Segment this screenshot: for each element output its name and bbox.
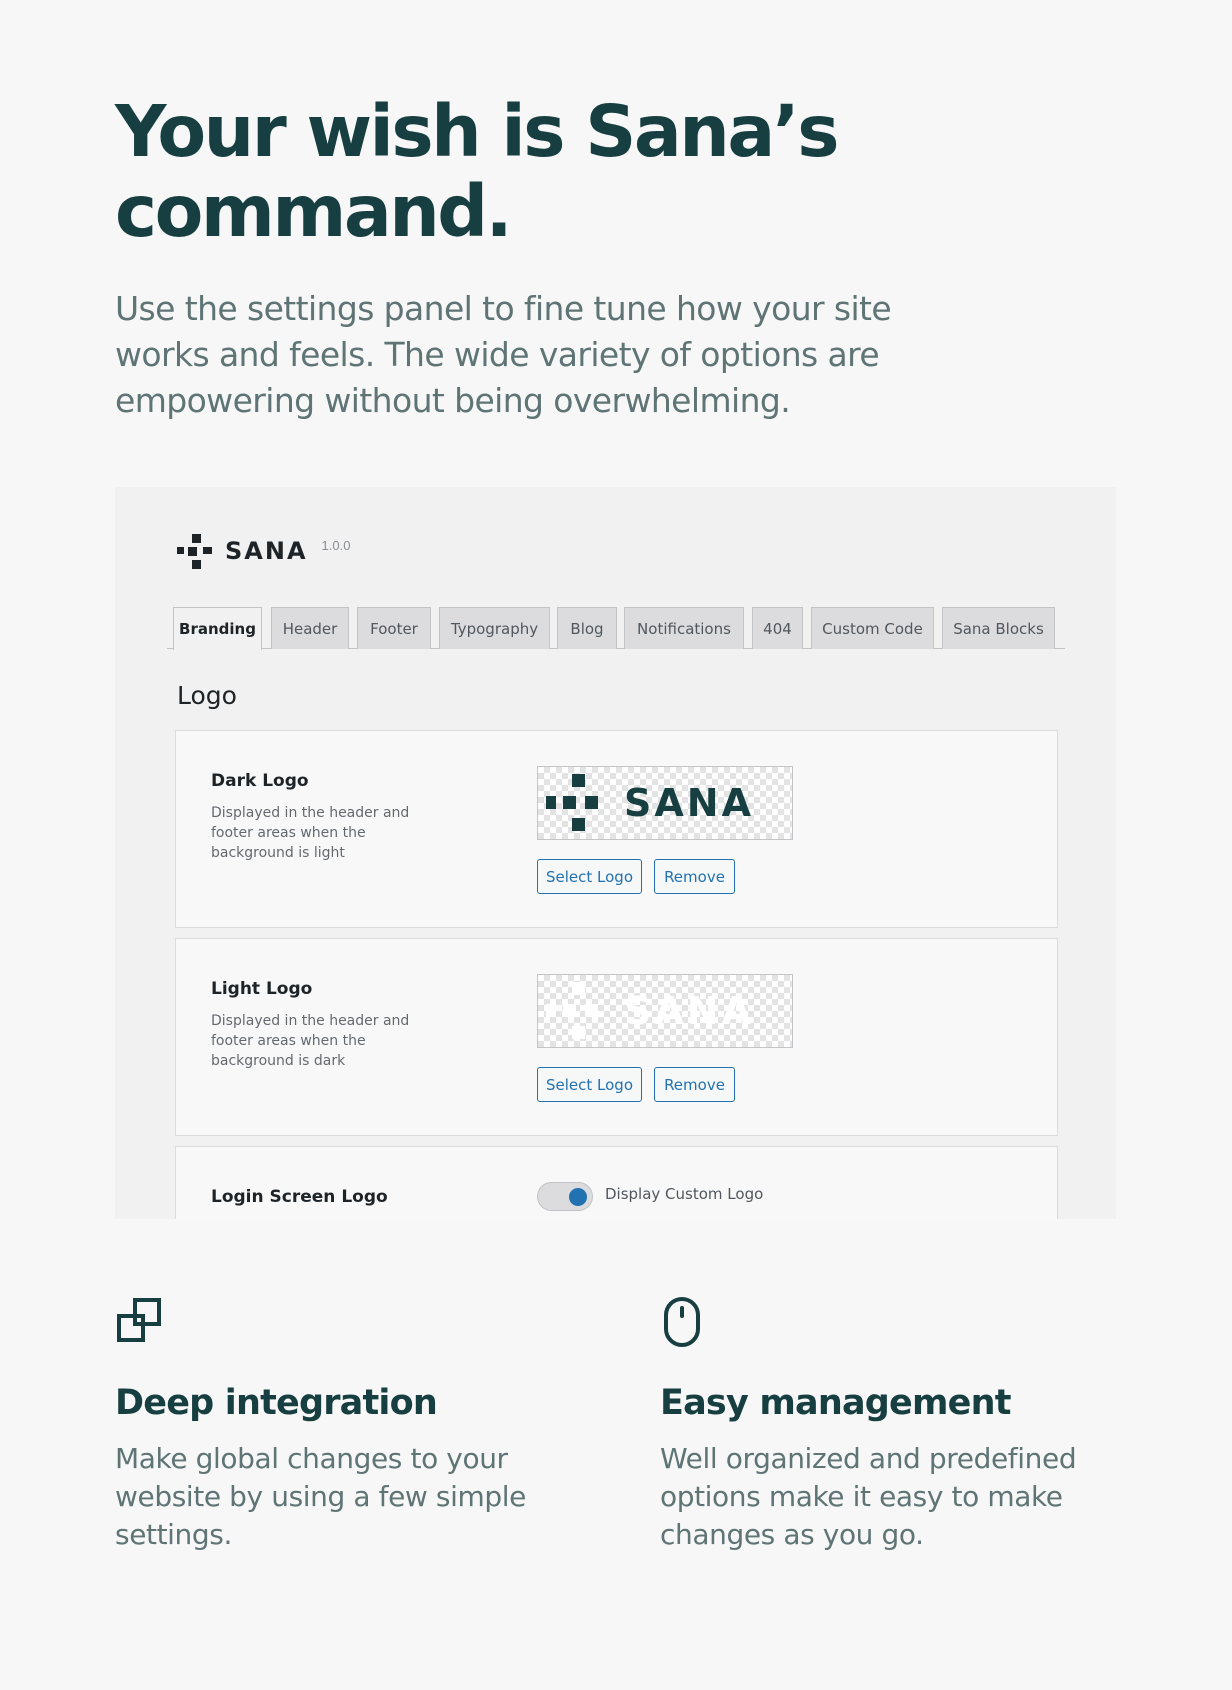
dark-logo-remove-button[interactable]: Remove xyxy=(654,859,735,894)
tab-footer[interactable]: Footer xyxy=(357,607,431,649)
hero-title-line1: Your wish is Sana’s xyxy=(115,90,837,173)
tab-header[interactable]: Header xyxy=(271,607,349,649)
feature-title: Easy management xyxy=(660,1383,1011,1423)
dark-logo-description: Displayed in the header and footer areas when the background is light xyxy=(211,805,410,861)
sana-logo-icon xyxy=(177,532,215,570)
settings-panel-screenshot xyxy=(115,487,1116,1219)
dark-logo-label: Dark Logo xyxy=(211,771,309,791)
tab-notifications[interactable]: Notifications xyxy=(624,607,744,649)
dark-logo-select-button[interactable]: Select Logo xyxy=(537,859,642,894)
light-logo-mark-icon xyxy=(546,980,608,1042)
light-logo-select-button[interactable]: Select Logo xyxy=(537,1067,642,1102)
dark-logo-card xyxy=(175,730,1058,928)
light-logo-preview xyxy=(537,974,793,1048)
hero-subtitle: Use the settings panel to fine tune how your site works and feels. The wide variety of options are empowering without being overwhelming. xyxy=(115,289,892,420)
hero-title xyxy=(115,92,1015,252)
feature-title: Deep integration xyxy=(115,1383,437,1423)
settings-tabs xyxy=(167,607,1065,649)
panel-brand xyxy=(177,531,350,571)
section-title-logo: Logo xyxy=(177,681,237,710)
light-logo-card xyxy=(175,938,1058,1136)
panel-brand-name: SANA xyxy=(225,537,308,565)
toggle-knob xyxy=(569,1188,587,1206)
feature-description: Make global changes to your website by using a few simple settings. xyxy=(115,1442,526,1551)
dark-logo-wordmark: SANA xyxy=(624,781,754,825)
dark-logo-preview xyxy=(537,766,793,840)
feature-deep-integration xyxy=(115,1296,575,1554)
light-logo-remove-button[interactable]: Remove xyxy=(654,1067,735,1102)
tab-branding[interactable]: Branding xyxy=(173,607,262,650)
hero-title-line2: command. xyxy=(115,170,511,253)
light-logo-label: Light Logo xyxy=(211,979,313,999)
overlapping-squares-icon xyxy=(115,1296,167,1348)
feature-description: Well organized and predefined options make it easy to make changes as you go. xyxy=(660,1442,1077,1551)
feature-easy-management xyxy=(660,1296,1120,1554)
panel-version: 1.0.0 xyxy=(321,537,351,553)
mouse-icon xyxy=(660,1296,712,1348)
tab-typography[interactable]: Typography xyxy=(439,607,550,649)
dark-logo-mark-icon xyxy=(546,772,608,834)
light-logo-description: Displayed in the header and footer areas when the background is dark xyxy=(211,1013,410,1069)
display-custom-logo-label: Display Custom Logo xyxy=(605,1185,764,1203)
tab-404[interactable]: 404 xyxy=(752,607,803,649)
light-logo-wordmark: SANA xyxy=(624,989,754,1033)
tab-sana-blocks[interactable]: Sana Blocks xyxy=(942,607,1055,649)
login-logo-card xyxy=(175,1146,1058,1219)
tab-custom-code[interactable]: Custom Code xyxy=(811,607,934,649)
display-custom-logo-toggle[interactable] xyxy=(537,1182,593,1211)
login-logo-label: Login Screen Logo xyxy=(211,1187,388,1207)
tab-blog[interactable]: Blog xyxy=(557,607,617,649)
